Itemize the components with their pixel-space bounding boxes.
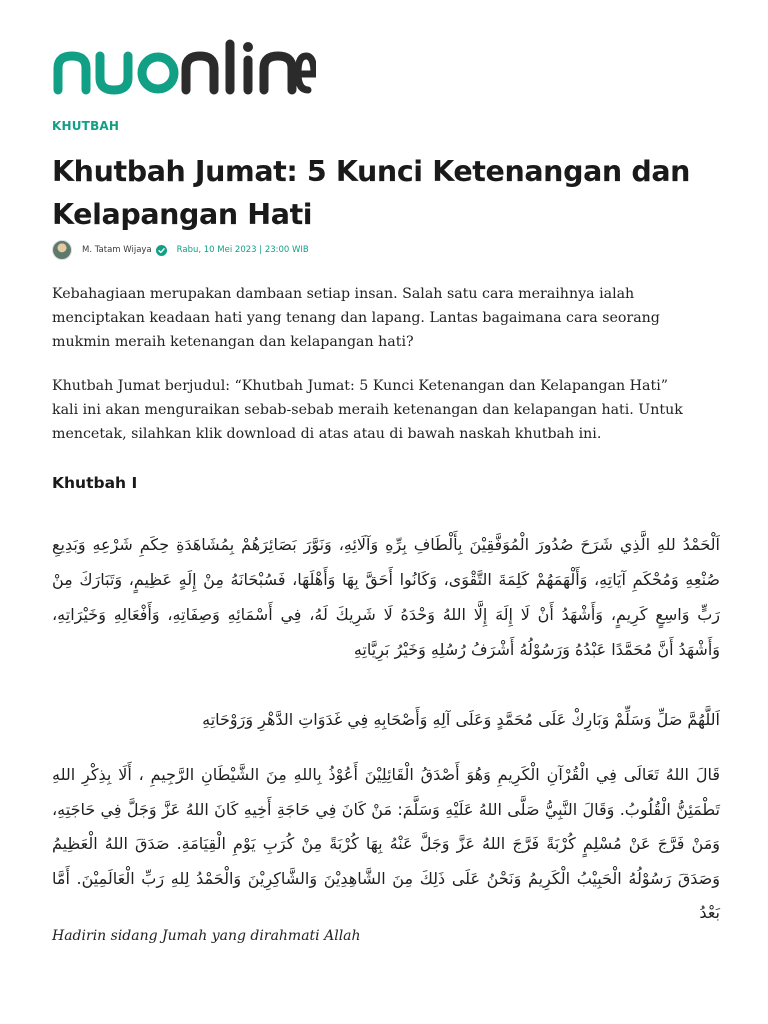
category-link[interactable]: KHUTBAH [52, 119, 120, 133]
intro-paragraph: Kebahagiaan merupakan dambaan setiap insan. Salah satu cara meraihnya ialah menciptakan keadaan hati yang tenang dan lapang. Lantas bagaimana cara seorang mukmin meraih ketenangan dan kelapangan hati? [52, 286, 660, 350]
closing-line: Hadirin sidang Jumah yang dirahmati Allah [52, 928, 361, 944]
arabic-quran-hadith-text: قَالَ اللهُ تَعَالَى فِي الْقُرْآنِ الْكَرِيمِ وَهُوَ أَصْدَقُ الْقَائِلِيْنَ أَعُوْذُ بِاللهِ مِنَ الشَّيْطَانِ الرَّجِيمِ ، أَلَا بِذِكْرِ اللهِ تَطْمَئِنُّ الْقُلُوبُ. وَقَالَ النَّبِيُّ صَلَّى اللهُ عَلَيْهِ وَسَلَّمَ: مَنْ كَانَ فِي حَاجَةِ أَخِيهِ كَانَ اللهُ عَزَّ وَجَلَّ فِي حَاجَتِهِ، وَمَنْ فَرَّجَ عَنْ مُسْلِمٍ كُرْبَةً فَرَّجَ اللهُ عَزَّ وَجَلَّ عَنْهُ بِهَا كُرْبَةً مِنْ كُرَبِ يَوْمِ الْقِيَامَةِ. صَدَقَ اللهُ الْعَظِيمُ وَصَدَقَ رَسُوْلُهُ الْحَبِيْبُ الْكَرِيمُ وَنَحْنُ عَلَى ذَلِكَ مِنَ الشَّاهِدِيْنَ وَالشَّاكِرِيْنَ وَالْحَمْدُ لِلهِ رَبِّ الْعَالَمِيْنَ. أَمَّا بَعْدُ [52, 765, 720, 922]
byline [52, 240, 309, 260]
article-title: Khutbah Jumat: 5 Kunci Ketenangan dan Kelapangan Hati [52, 155, 691, 231]
author-avatar[interactable] [52, 240, 72, 260]
arabic-opening-text: اَلْحَمْدُ للهِ الَّذِي شَرَحَ صُدُورَ الْمُوَفَّقِيْنَ بِأَلْطَافِ بِرِّهِ وَآلَائِهِ، وَنَوَّرَ بَصَائِرَهُمْ بِمُشَاهَدَةِ حِكَمِ شَرْعِهِ وَبَدِيعِ صُنْعِهِ وَمُحْكَمِ آيَاتِهِ، وَأَلْهَمَهُمْ كَلِمَةَ التَّقْوَى، وَكَانُوا أَحَقَّ بِهَا وَأَهْلَهَا، فَسُبْحَانَهُ مِنْ إِلَهٍ عَظِيمٍ، وَتَبَارَكَ مِنْ رَبٍّ وَاسِعٍ كَرِيمٍ، وَأَشْهَدُ أَنْ لَا إِلَهَ إِلَّا اللهُ وَحْدَهُ لَا شَرِيكَ لَهُ، فِي أَسْمَائِهِ وَصِفَاتِهِ، وَأَفْعَالِهِ وَخَيْرَاتِهِ، وَأَشْهَدُ أَنَّ مُحَمَّدًا عَبْدُهُ وَرَسُوْلُهُ أَشْرَفُ رُسُلِهِ وَخَيْرُ بَرِيَّاتِهِ [52, 535, 720, 659]
verified-badge-icon [156, 245, 167, 256]
arabic-salawat-text: اَللَّهُمَّ صَلِّ وَسَلِّمْ وَبَارِكْ عَلَى مُحَمَّدٍ وَعَلَى آلِهِ وَأَصْحَابِهِ فِي غَدَوَاتِ الدَّهْرِ وَرَوْحَاتِهِ [202, 710, 720, 729]
nuonline-logo[interactable] [52, 38, 316, 98]
section-heading: Khutbah I [52, 474, 138, 492]
description-paragraph: Khutbah Jumat berjudul: “Khutbah Jumat: 5 Kunci Ketenangan dan Kelapangan Hati” kali ini akan menguraikan sebab-sebab meraih ketenangan dan kelapangan hati. Untuk mencetak, silahkan klik download di atas atau di bawah naskah khutbah ini. [52, 378, 683, 442]
author-name-link[interactable]: M. Tatam Wijaya [82, 245, 152, 255]
publish-date: Rabu, 10 Mei 2023 | 23:00 WIB [176, 245, 309, 255]
nuonline-logo-graphic [52, 38, 316, 98]
